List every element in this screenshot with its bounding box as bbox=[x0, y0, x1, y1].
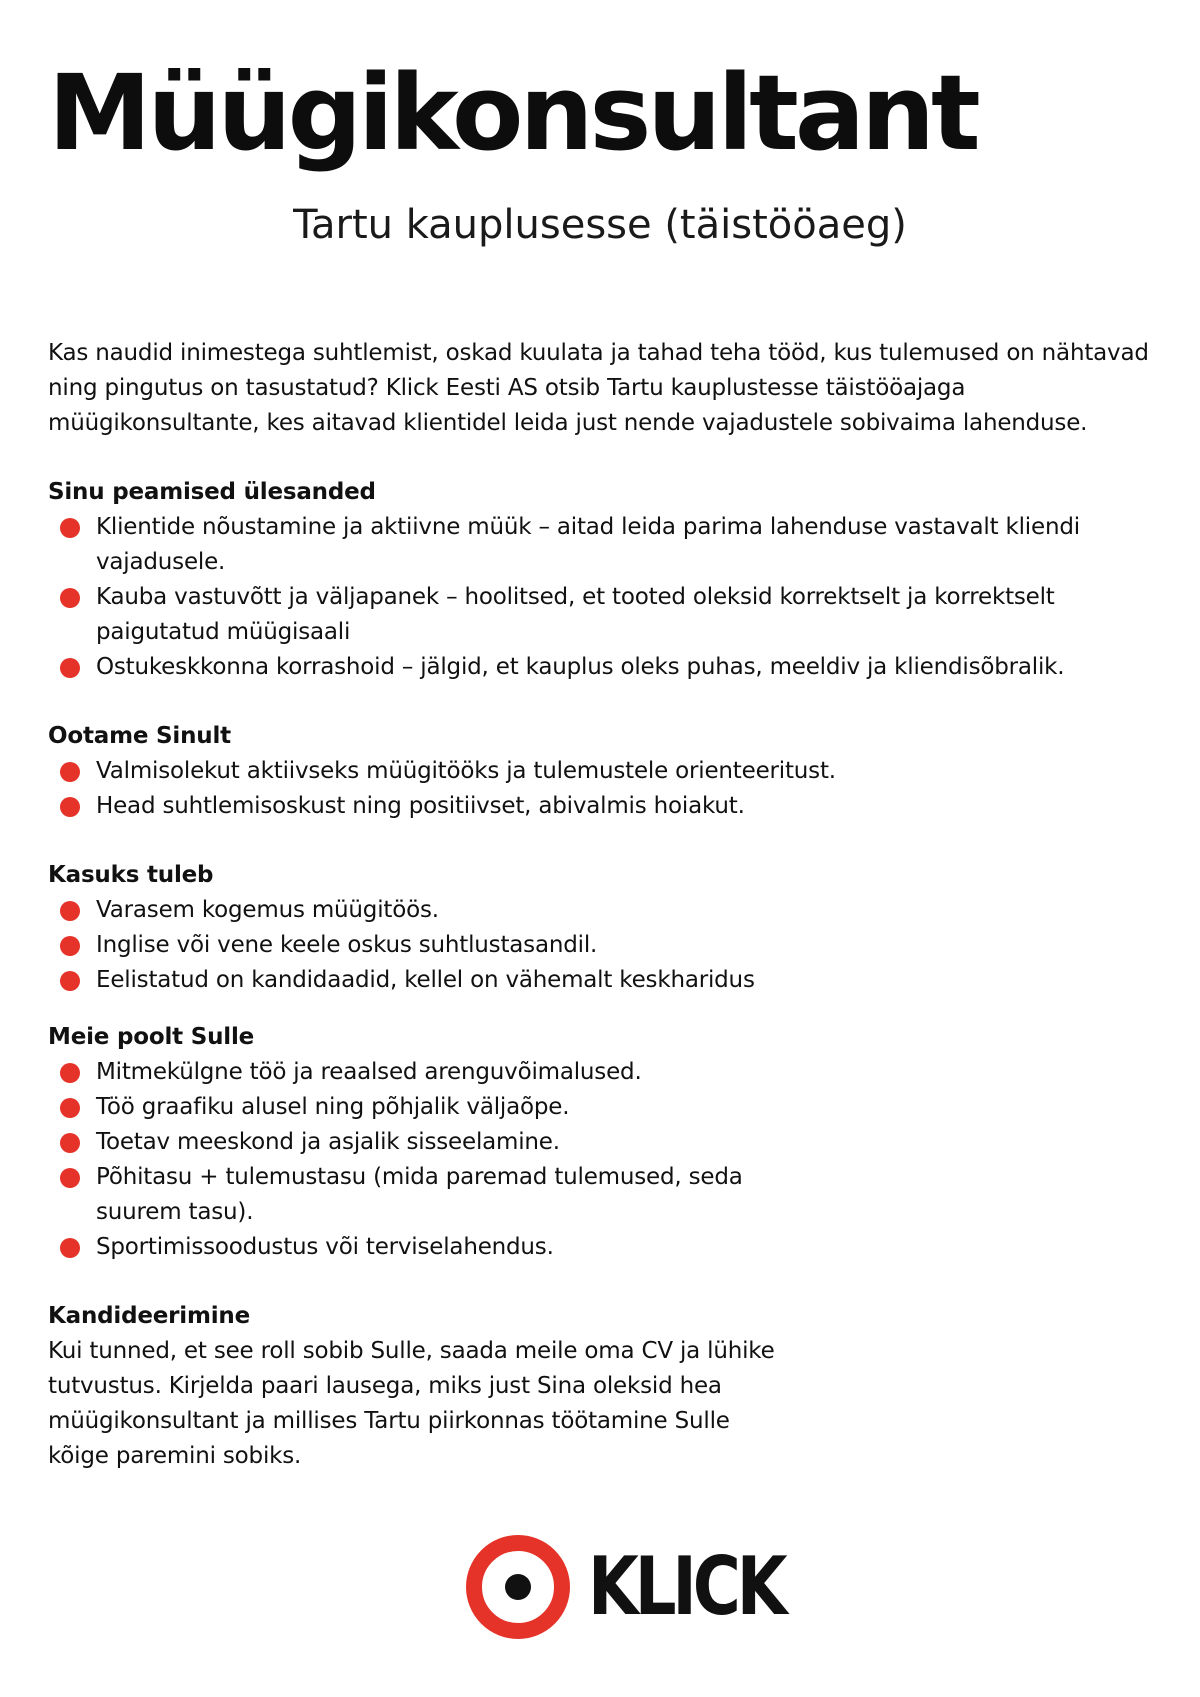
list-item bbox=[48, 963, 1168, 998]
section-heading: Kasuks tuleb bbox=[48, 862, 214, 888]
section-tasks bbox=[48, 475, 1168, 685]
list-item bbox=[48, 1160, 768, 1230]
bullet-dot-icon bbox=[60, 518, 80, 538]
section-heading: Ootame Sinult bbox=[48, 723, 231, 749]
section-heading: Meie poolt Sulle bbox=[48, 1024, 255, 1050]
bullet-dot-icon bbox=[60, 762, 80, 782]
klick-target-icon bbox=[466, 1535, 570, 1639]
bullet-dot-icon bbox=[60, 1238, 80, 1258]
list-item bbox=[48, 928, 1168, 963]
list-item bbox=[48, 789, 1168, 824]
section-nice-to-have bbox=[48, 858, 1168, 998]
bullet-dot-icon bbox=[60, 797, 80, 817]
list-item-text: Eelistatud on kandidaadid, kellel on vähemalt keskharidus bbox=[96, 967, 755, 993]
bullet-dot-icon bbox=[60, 971, 80, 991]
list-item-text: Inglise või vene keele oskus suhtlustasandil. bbox=[96, 932, 598, 958]
list-item bbox=[48, 1090, 768, 1125]
list-item-text: Ostukeskkonna korrashoid – jälgid, et kauplus oleks puhas, meeldiv ja kliendisõbralik. bbox=[96, 654, 1065, 680]
application-text: Kui tunned, et see roll sobib Sulle, saada meile oma CV ja lühike tutvustus. Kirjelda paari lausega, miks just Sina oleksid hea müügikonsultant ja millises Tartu piirkonnas töötamine Sulle kõige paremini sobiks. bbox=[48, 1338, 775, 1469]
bullet-dot-icon bbox=[60, 588, 80, 608]
intro-paragraph: Kas naudid inimestega suhtlemist, oskad kuulata ja tahad teha tööd, kus tulemused on nähtavad ning pingutus on tasustatud? Klick Eesti AS otsib Tartu kauplustesse täistööajaga müügikonsultante, kes aitavad klientidel leida just nende vajadustele sobivaima lahenduse. bbox=[48, 340, 1149, 436]
nice-to-have-list bbox=[48, 893, 1168, 998]
list-item-text: Kauba vastuvõtt ja väljapanek – hoolitsed, et tooted oleksid korrektselt ja korrektselt paigutatud müügisaali bbox=[96, 584, 1055, 645]
list-item bbox=[48, 1125, 768, 1160]
expect-list bbox=[48, 754, 1168, 824]
list-item-text: Valmisolekut aktiivseks müügitööks ja tulemustele orienteeritust. bbox=[96, 758, 836, 784]
list-item-text: Sportimissoodustus või terviselahendus. bbox=[96, 1234, 554, 1260]
list-item bbox=[48, 754, 1168, 789]
bullet-dot-icon bbox=[60, 901, 80, 921]
bullet-dot-icon bbox=[60, 1098, 80, 1118]
list-item bbox=[48, 1055, 768, 1090]
section-we-offer bbox=[48, 1020, 1168, 1265]
tasks-list bbox=[48, 510, 1168, 685]
list-item bbox=[48, 580, 1168, 650]
job-description bbox=[48, 336, 1168, 1508]
section-heading: Kandideerimine bbox=[48, 1303, 250, 1329]
list-item-text: Mitmekülgne töö ja reaalsed arenguvõimalused. bbox=[96, 1059, 642, 1085]
list-item-text: Põhitasu + tulemustasu (mida paremad tulemused, seda suurem tasu). bbox=[96, 1164, 743, 1225]
list-item-text: Toetav meeskond ja asjalik sisseelamine. bbox=[96, 1129, 560, 1155]
page-subtitle: Tartu kauplusesse (täistööaeg) bbox=[293, 202, 907, 248]
bullet-dot-icon bbox=[60, 936, 80, 956]
list-item bbox=[48, 893, 1168, 928]
page-title: Müügikonsultant bbox=[48, 52, 977, 174]
list-item bbox=[48, 650, 1168, 685]
klick-logo bbox=[466, 1535, 786, 1645]
list-item bbox=[48, 510, 1168, 580]
list-item-text: Varasem kogemus müügitöös. bbox=[96, 897, 439, 923]
bullet-dot-icon bbox=[60, 1168, 80, 1188]
bullet-dot-icon bbox=[60, 1133, 80, 1153]
list-item-text: Klientide nõustamine ja aktiivne müük – aitad leida parima lahenduse vastavalt kliendi vajadusele. bbox=[96, 514, 1080, 575]
section-we-expect bbox=[48, 719, 1168, 824]
we-offer-list bbox=[48, 1055, 768, 1265]
section-application bbox=[48, 1299, 1168, 1474]
list-item bbox=[48, 1230, 768, 1265]
list-item-text: Head suhtlemisoskust ning positiivset, abivalmis hoiakut. bbox=[96, 793, 745, 819]
section-heading: Sinu peamised ülesanded bbox=[48, 479, 376, 505]
bullet-dot-icon bbox=[60, 658, 80, 678]
list-item-text: Töö graafiku alusel ning põhjalik väljaõpe. bbox=[96, 1094, 570, 1120]
klick-wordmark: KLICK bbox=[588, 1540, 784, 1633]
bullet-dot-icon bbox=[60, 1063, 80, 1083]
